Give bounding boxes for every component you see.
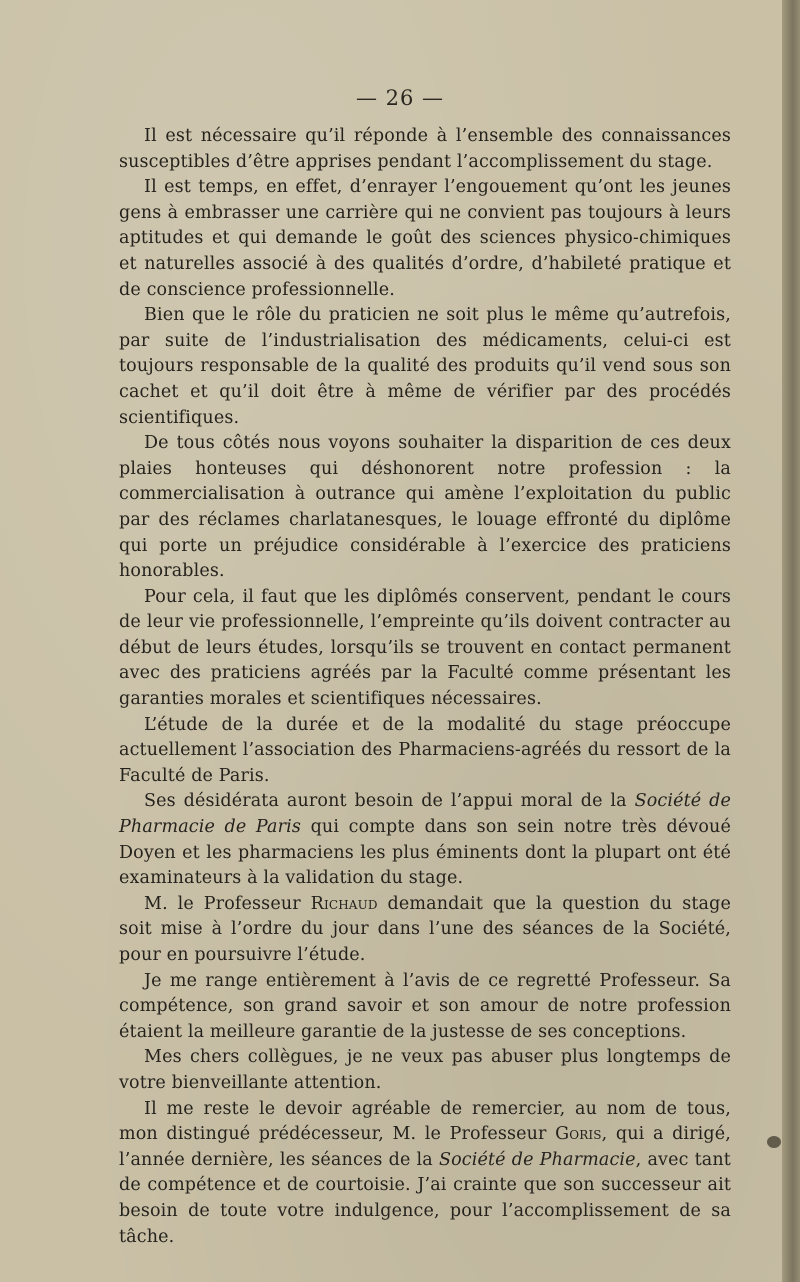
paragraph-7-text-b: qui compte dans son sein notre très dévoué Doyen et les pharmaciens les plus éminents dont la plupart ont été examinateurs à la validation du stage. [119, 817, 731, 889]
paragraph-7 [119, 789, 731, 891]
paragraph-7-text-a: Ses désidérata auront besoin de l’appui moral de la [144, 791, 635, 812]
paragraph-9: Je me range entièrement à l’avis de ce regretté Professeur. Sa compétence, son grand savoir et son amour de notre profession étaient la meilleure garantie de la justesse de ses conceptions. [119, 970, 731, 1042]
paragraph-11 [119, 1097, 731, 1251]
paragraph-6: L’étude de la durée et de la modalité du stage préoccupe actuellement l’association des Pharmaciens-agréés du ressort de la Faculté de Paris. [119, 714, 731, 786]
paragraph-1: Il est nécessaire qu’il réponde à l’ensemble des connaissances susceptibles d’être apprises pendant l’accomplissement du stage. [119, 126, 731, 172]
paragraph-11-text-a: Il me reste le devoir agréable de remercier, au nom de tous, mon distingué prédécesseur, M. le Professeur [119, 1098, 731, 1145]
paragraph-8-text-a: M. le Professeur [144, 893, 311, 914]
paragraph-5: Pour cela, il faut que les diplômés conservent, pendant le cours de leur vie professionnelle, l’empreinte qu’ils doivent contracter au début de leurs études, lorsqu’ils se trouvent en contact permanent avec des praticiens agréés par la Faculté comme présentant les garanties morales et scientifiques nécessaires. [119, 586, 731, 710]
paragraph-10: Mes chers collègues, je ne veux pas abuser plus longtemps de votre bienveillante attention. [119, 1047, 731, 1093]
ink-blot [767, 1136, 781, 1148]
society-name-2: Société de Pharmacie [438, 1149, 636, 1170]
paragraph-11-text-b: , qui a dirigé, l’année dernière, les séances de la [119, 1124, 731, 1170]
paragraph-3: Bien que le rôle du praticien ne soit plus le même qu’autrefois, par suite de l’industrialisation des médicaments, celui-ci est toujours responsable de la qualité des produits qu’il vend sous son cachet et qu’il doit être à même de vérifier par des procédés scientifiques. [119, 305, 731, 428]
paragraph-4: De tous côtés nous voyons souhaiter la disparition de ces deux plaies honteuses qui déshonorent notre profession : la commercialisation à outrance qui amène l’exploitation du public par des réclames charlatanesques, le louage effronté du diplôme qui porte un préjudice considérable à l’exercice des praticiens honorables. [119, 433, 731, 582]
paragraph-2: Il est temps, en effet, d’enrayer l’engouement qu’ont les jeunes gens à embrasser une carrière qui ne convient pas toujours à leurs aptitudes et qui demande le goût des sciences physico-chimiques et naturelles associé à des qualités d’ordre, d’habileté pratique et de conscience professionnelle. [119, 177, 731, 300]
paragraph-8 [119, 892, 731, 969]
page-edge [782, 0, 800, 1282]
society-name: Société de Pharmacie de Paris [119, 791, 731, 838]
predecessor-name: Goris [555, 1124, 602, 1145]
paragraph-8-text-b: demandait que la question du stage soit mise à l’ordre du jour dans l’une des séances de la Société, pour en poursuivre l’étude. [119, 893, 731, 965]
body-text [119, 124, 731, 1250]
professor-name: Richaud [310, 893, 378, 914]
paragraph-11-text-c: , avec tant de compétence et de courtoisie. J’ai crainte que son successeur ait besoin de toute votre indulgence, pour l’accomplissement de sa tâche. [119, 1149, 731, 1247]
page-number: — 26 — [355, 86, 445, 110]
